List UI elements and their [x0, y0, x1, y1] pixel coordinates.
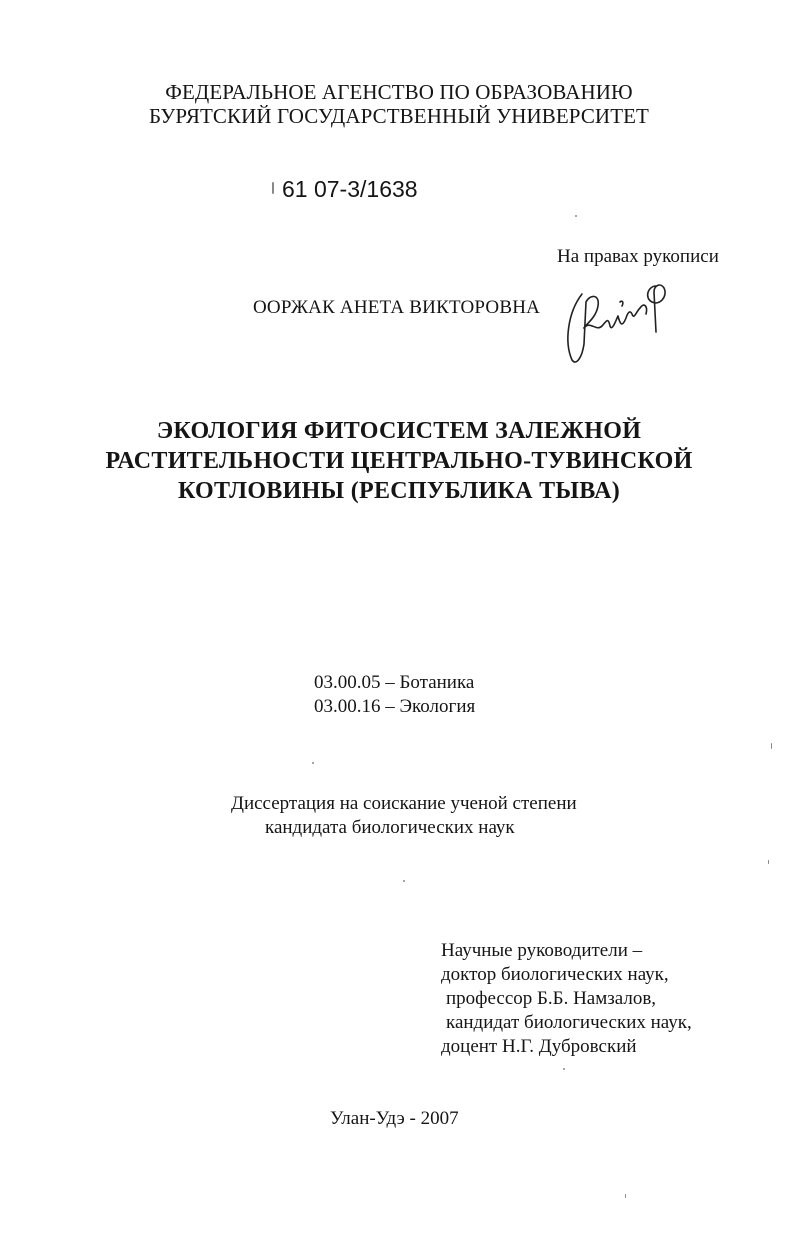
specialty-ecology: 03.00.16 – Экология	[314, 696, 476, 717]
thesis-title-line-1: ЭКОЛОГИЯ ФИТОСИСТЕМ ЗАЛЕЖНОЙ	[156, 418, 642, 444]
thesis-title-line-2: РАСТИТЕЛЬНОСТИ ЦЕНТРАЛЬНО-ТУВИНСКОЙ	[105, 448, 693, 474]
organization-line-1: ФЕДЕРАЛЬНОЕ АГЕНСТВО ПО ОБРАЗОВАНИЮ	[165, 80, 633, 104]
dissertation-line-1: Диссертация на соискание ученой степени	[231, 793, 577, 814]
supervisor-1-name: профессор Б.Б. Намзалов,	[446, 988, 657, 1009]
specialty-botany: 03.00.05 – Ботаника	[314, 672, 475, 693]
organization-line-2: БУРЯТСКИЙ ГОСУДАРСТВЕННЫЙ УНИВЕРСИТЕТ	[149, 104, 649, 128]
thesis-title-line-3: КОТЛОВИНЫ (РЕСПУБЛИКА ТЫВА)	[177, 478, 621, 504]
supervisor-2-degree: кандидат биологических наук,	[446, 1012, 692, 1033]
manuscript-rights-label: На правах рукописи	[557, 246, 719, 267]
dissertation-line-2: кандидата биологических наук	[265, 817, 515, 838]
supervisor-1-degree: доктор биологических наук,	[441, 964, 669, 985]
author-name: ООРЖАК АНЕТА ВИКТОРОВНА	[253, 297, 541, 318]
scan-speck	[768, 860, 769, 864]
signature-icon	[560, 272, 680, 372]
scan-speck	[312, 762, 314, 764]
scan-speck	[403, 880, 405, 882]
scan-speck	[771, 743, 772, 749]
library-code: 61 07-3/1638	[282, 176, 418, 202]
scan-speck	[272, 182, 274, 194]
scan-speck	[625, 1194, 626, 1198]
supervisors-heading: Научные руководители –	[441, 940, 643, 961]
city-year: Улан-Удэ - 2007	[330, 1108, 459, 1129]
scan-speck	[563, 1068, 565, 1070]
scan-speck	[575, 215, 577, 217]
supervisor-2-name: доцент Н.Г. Дубровский	[441, 1036, 637, 1057]
